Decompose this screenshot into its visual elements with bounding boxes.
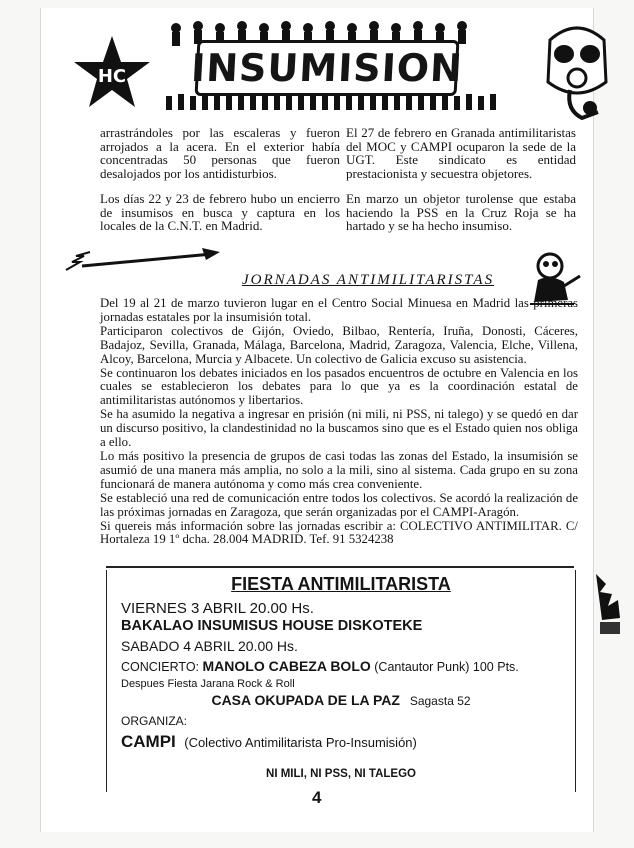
flyer-title: FIESTA ANTIMILITARISTA <box>231 574 451 594</box>
body-paragraph: Participaron colectivos de Gijón, Oviedo, Bilbao, Rentería, Iruña, Donosti, Cáceres, Badajoz, Sevilla, Granada, Málaga, Barcelona, Madrid, Zaragoza, Valencia, Elche, Villena, Alcoy, Barcelona, Murcia y Albacete. Un colectivo de Galicia excuso su asistencia. <box>100 323 578 366</box>
flyer-event1: BAKALAO INSUMISUS HOUSE DISKOTEKE <box>121 618 423 634</box>
gas-mask-icon <box>540 20 614 124</box>
organiza-label: ORGANIZA: <box>121 714 188 728</box>
banner-title: INSUMISION <box>195 40 460 96</box>
venue-street: Sagasta 52 <box>409 694 471 708</box>
flyer-after: Despues Fiesta Jarana Rock & Roll <box>121 678 295 690</box>
concert-label: CONCIERTO: <box>121 660 200 674</box>
body-paragraph: Si quereis más información sobre las jornadas escribir a: COLECTIVO ANTIMILITAR. C/ Hortaleza 19 1º dcha. 28.004 MADRID. Tef. 91 5324238 <box>100 518 578 547</box>
left-paragraph: Los días 22 y 23 de febrero hubo un encierro de insumisos en busca y captura en los locales de la C.N.T. en Madrid. <box>100 191 340 233</box>
venue-name: CASA OKUPADA DE LA PAZ <box>211 692 400 708</box>
star-logo-icon <box>72 34 152 110</box>
flyer-concert <box>121 658 519 674</box>
body-paragraph: Lo más positivo la presencia de grupos de casi todas las zonas del Estado, la insumisión se asumió de una manera más amplia, no solo a la mili, sino al sistema. Cada grupo en su zona funcionará de manera autónoma y como más crea conveniente. <box>100 448 578 491</box>
org-name: CAMPI <box>121 732 176 751</box>
jornadas-body <box>100 297 578 547</box>
body-paragraph: Se ha asumido la negativa a ingresar en prisión (ni mili, ni PSS, ni talego) y se quedó en dar un discurso positivo, la clandestinidad no la buscamos sino que es el Estado quien nos obliga a ello. <box>100 407 578 450</box>
flyer-org <box>121 732 417 752</box>
flyer-divider <box>106 566 574 568</box>
body-paragraph: Se continuaron los debates iniciados en los pasados encuentros de octubre en Valencia en los cuales se establecieron los debates para lo que ya es la coordinación estatal de antimilitaristas autónomos y libertarios. <box>100 365 578 408</box>
flyer-venue <box>107 692 575 708</box>
org-full: (Colectivo Antimilitarista Pro-Insumisión) <box>184 735 417 750</box>
concert-detail: (Cantautor Punk) 100 Pts. <box>374 660 519 674</box>
fiesta-flyer <box>106 570 576 792</box>
right-paragraph: El 27 de febrero en Granada antimilitaristas del MOC y CAMPI ocuparon la sede de la UGT. Este sindicato es entidad prestacionista y secuestra objetores. <box>346 125 576 181</box>
flyer-slogan: NI MILI, NI PSS, NI TALEGO <box>266 768 416 780</box>
page-number: 4 <box>312 788 322 807</box>
section-title: JORNADAS ANTIMILITARISTAS <box>242 272 495 288</box>
right-paragraph: En marzo un objetor turolense que estaba haciendo la PSS en la Cruz Roja se ha hartado y se ha hecho insumiso. <box>346 191 576 233</box>
body-paragraph: Se estableció una red de comunicación entre todos los colectivos. Se acordó la realización de las próximas jornadas en Zaragoza, que serán organizadas por el CAMPI-Aragón. <box>100 490 578 519</box>
side-illustration-icon <box>592 570 626 640</box>
star-logo-initials: HC <box>97 66 127 87</box>
right-column <box>346 126 576 245</box>
concert-name: MANOLO CABEZA BOLO <box>202 658 371 674</box>
flyer-day2: SABADO 4 ABRIL 20.00 Hs. <box>121 638 298 654</box>
flyer-day1: VIERNES 3 ABRIL 20.00 Hs. <box>121 600 314 617</box>
left-column <box>100 126 340 245</box>
arrow-icon <box>62 248 222 278</box>
body-paragraph: Del 19 al 21 de marzo tuvieron lugar en el Centro Social Minuesa en Madrid las primeras jornadas estatales por la insumisión total. <box>100 296 578 324</box>
left-paragraph: arrastrándoles por las escaleras y fueron arrojados a la acera. En el exterior había concentradas 50 personas que fueron desalojados por los antidisturbios. <box>100 125 340 181</box>
